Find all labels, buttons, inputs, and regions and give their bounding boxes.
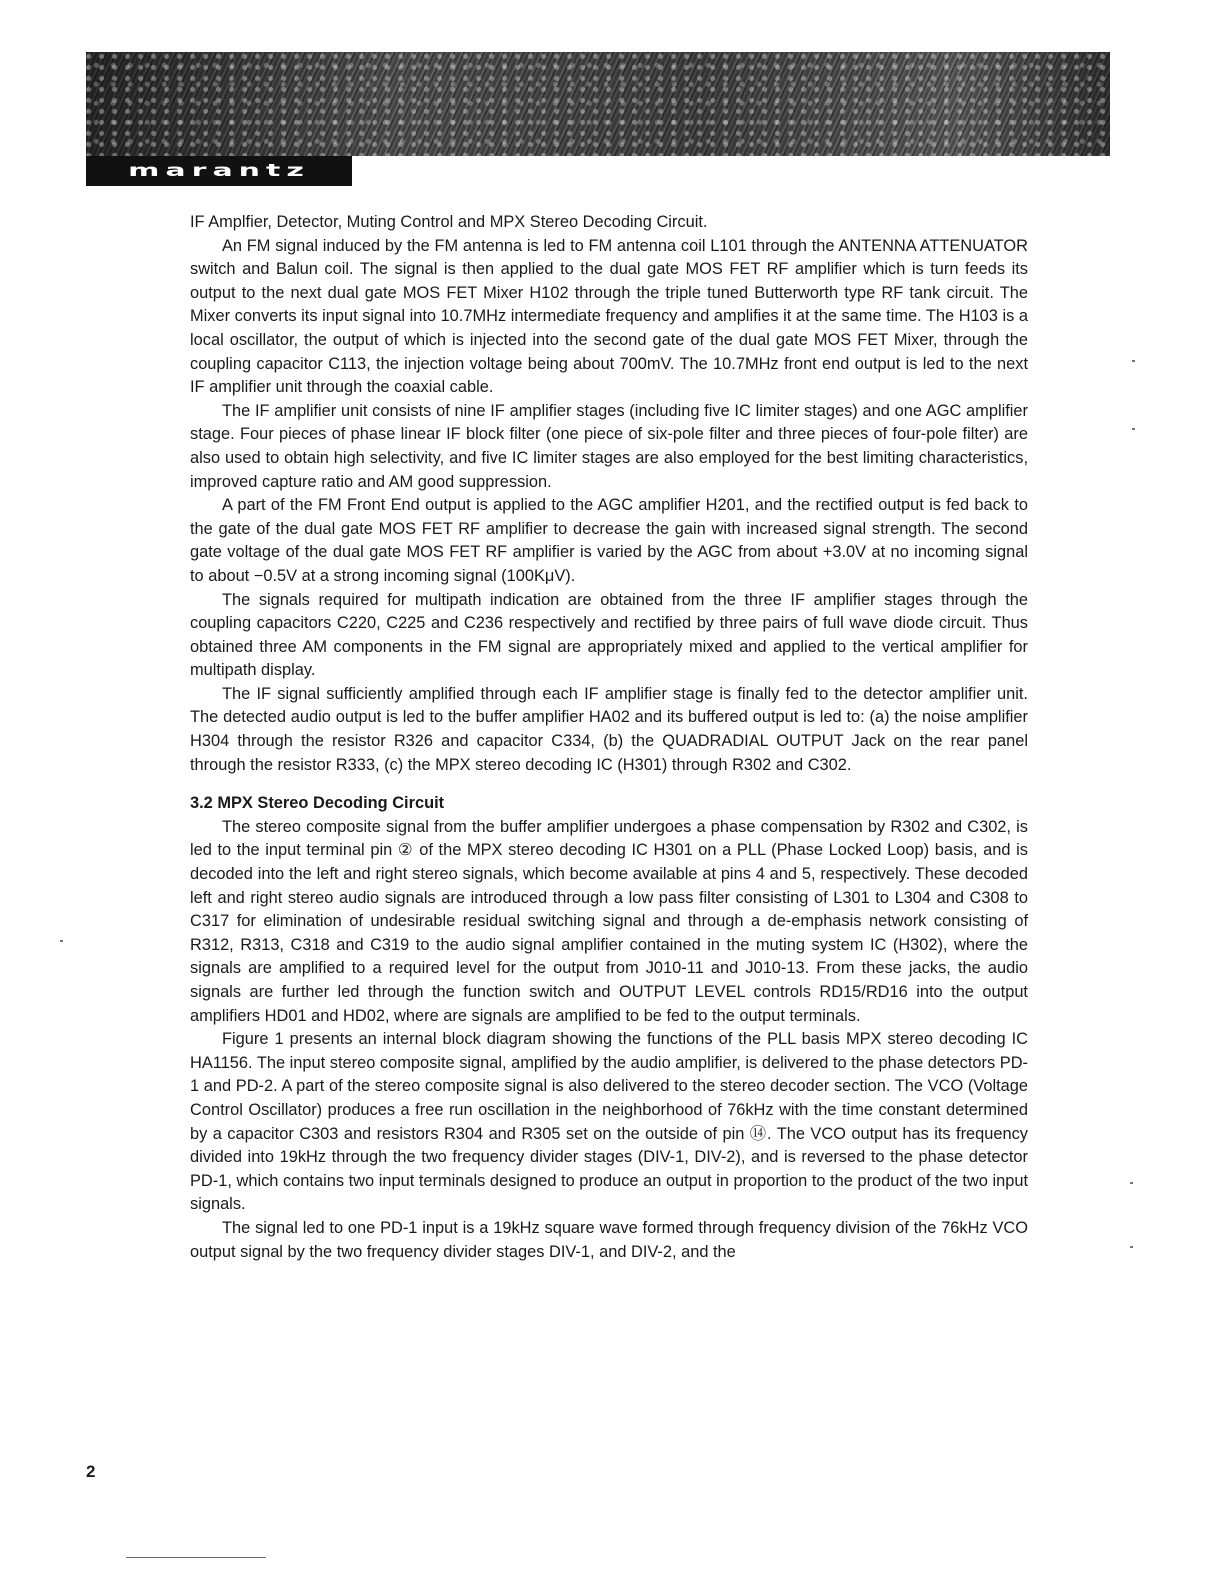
brand-logo-text: marantz xyxy=(128,161,310,181)
paragraph: Figure 1 presents an internal block diagram showing the functions of the PLL basis MPX stereo decoding IC HA1156. The input stereo composite signal, amplified by the audio amplifier, is delivered to the phase detectors PD-1 and PD-2. A part of the stereo composite signal is also delivered to the stereo decoder section. The VCO (Voltage Control Oscillator) produces a free run oscillation in the neighborhood of 76kHz with the time constant determined by a capacitor C303 and resistors R304 and R305 set on the outside of pin ⑭. The VCO output has its frequency divided into 19kHz through the two frequency divider stages (DIV-1, DIV-2), and is reversed to the phase detector PD-1, which contains two input terminals designed to produce an output in proportion to the product of the two input signals. xyxy=(190,1030,1028,1214)
brand-logo xyxy=(86,156,352,186)
scan-speck xyxy=(1130,1246,1133,1248)
page-body xyxy=(190,211,1028,1264)
scan-speck xyxy=(1130,1182,1133,1184)
header-banner-image xyxy=(86,52,1110,156)
scan-speck xyxy=(60,940,63,942)
scan-speck xyxy=(1132,428,1135,430)
section-heading: 3.2 MPX Stereo Decoding Circuit xyxy=(190,794,445,813)
paragraph: The signals required for multipath indication are obtained from the three IF amplifier stages through the coupling capacitors C220, C225 and C236 respectively and rectified by three pairs of full wave diode circuit. Thus obtained three AM components in the FM signal are appropriately mixed and applied to the vertical amplifier for multipath display. xyxy=(190,590,1028,680)
scan-speck xyxy=(1132,360,1135,362)
paragraph: The stereo composite signal from the buffer amplifier undergoes a phase compensation by R302 and C302, is led to the input terminal pin ② of the MPX stereo decoding IC H301 on a PLL (Phase Locked Loop) basis, and is decoded into the left and right stereo signals, which become available at pins 4 and 5, respectively. These decoded left and right stereo audio signals are introduced through a low pass filter consisting of L301 to L304 and C308 to C317 for elimination of undesirable residual switching signal and through a de-emphasis network consisting of R312, R313, C318 and C319 to the audio signal amplifier contained in the muting system IC (H302), where the signals are amplified to a required level for the output from J010-11 and J010-13. From these jacks, the audio signals are further led through the function switch and OUTPUT LEVEL controls RD15/RD16 into the output amplifiers HD01 and HD02, where are signals are amplified to be fed to the output terminals. xyxy=(190,817,1028,1025)
paragraph: A part of the FM Front End output is applied to the AGC amplifier H201, and the rectified output is fed back to the gate of the dual gate MOS FET RF amplifier to decrease the gain with increased signal strength. The second gate voltage of the dual gate MOS FET RF amplifier is varied by the AGC from about +3.0V at no incoming signal to about −0.5V at a strong incoming signal (100KμV). xyxy=(190,496,1028,585)
footer-rule xyxy=(126,1557,266,1558)
paragraph: The IF amplifier unit consists of nine IF amplifier stages (including five IC limiter stages) and one AGC amplifier stage. Four pieces of phase linear IF block filter (one piece of six-pole filter and three pieces of four-pole filter) are also used to obtain high selectivity, and five IC limiter stages are also employed for the best limiting characteristics, improved capture ratio and AM good suppression. xyxy=(190,401,1028,491)
paragraph: An FM signal induced by the FM antenna is led to FM antenna coil L101 through the ANTENNA ATTENUATOR switch and Balun coil. The signal is then applied to the dual gate MOS FET RF amplifier which is turn feeds its output to the next dual gate MOS FET Mixer H102 through the triple tuned Butterworth type RF tank circuit. The Mixer converts its input signal into 10.7MHz intermediate frequency and amplifies it at the same time. The H103 is a local oscillator, the output of which is injected into the second gate of the dual gate MOS FET Mixer, through the coupling capacitor C113, the injection voltage being about 700mV. The 10.7MHz front end output is led to the next IF amplifier unit through the coaxial cable. xyxy=(190,236,1028,397)
intro-title: IF Amplfier, Detector, Muting Control and MPX Stereo Decoding Circuit. xyxy=(190,213,708,231)
paragraph: The IF signal sufficiently amplified through each IF amplifier stage is finally fed to the detector amplifier unit. The detected audio output is led to the buffer amplifier HA02 and its buffered output is led to: (a) the noise amplifier H304 through the resistor R326 and capacitor C334, (b) the QUADRADIAL OUTPUT Jack on the rear panel through the resistor R333, (c) the MPX stereo decoding IC (H301) through R302 and C302. xyxy=(190,684,1028,774)
paragraph: The signal led to one PD-1 input is a 19kHz square wave formed through frequency division of the 76kHz VCO output signal by the two frequency divider stages DIV-1, and DIV-2, and the xyxy=(190,1218,1028,1261)
page-number: 2 xyxy=(86,1462,96,1481)
